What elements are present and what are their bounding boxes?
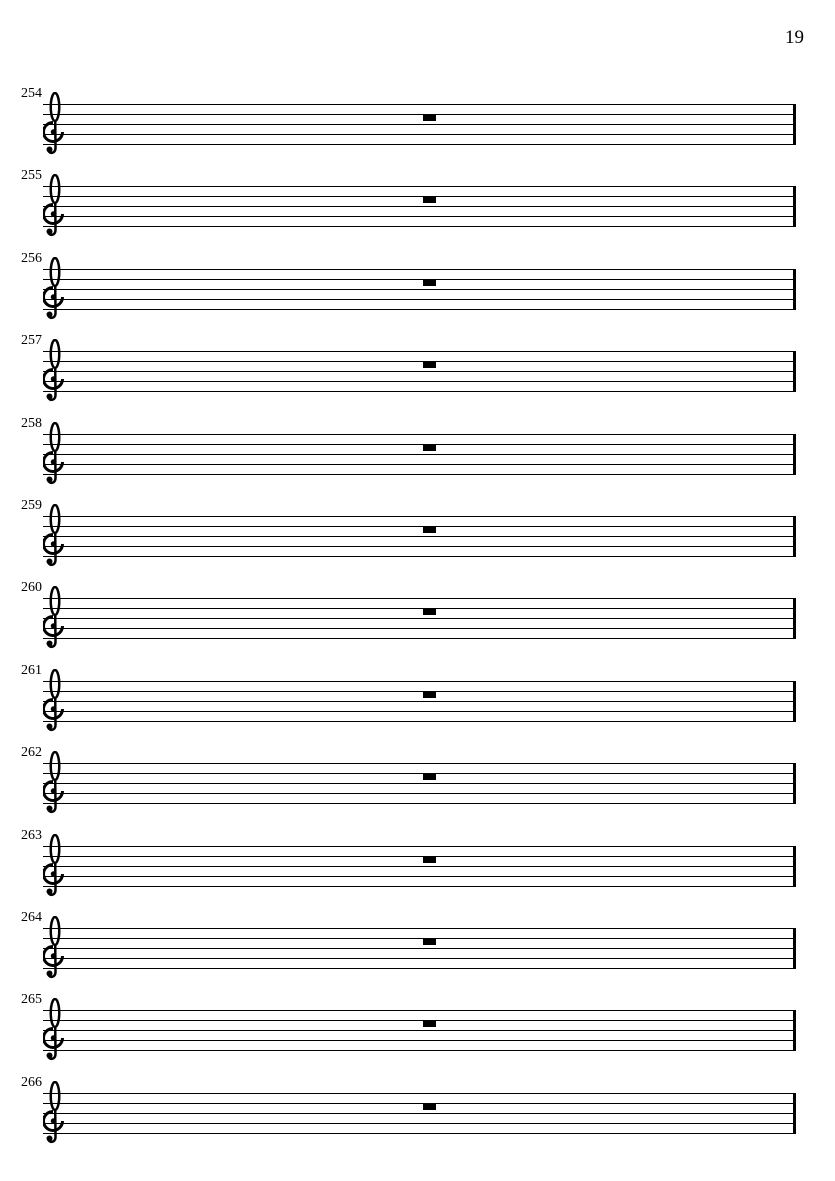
whole-rest-icon (423, 939, 436, 945)
treble-clef-icon (43, 998, 64, 1061)
treble-clef-icon (43, 1081, 64, 1144)
whole-rest-icon (423, 609, 436, 615)
measure-number: 259 (21, 498, 42, 513)
whole-rest-icon (423, 280, 436, 286)
measure-number: 258 (21, 416, 42, 431)
measure-number: 260 (21, 580, 42, 595)
staff-lines (43, 1010, 796, 1051)
measure-number: 265 (21, 992, 42, 1007)
whole-rest-icon (423, 115, 436, 121)
treble-clef-icon (43, 174, 64, 237)
whole-rest-icon (423, 445, 436, 451)
barline (793, 1010, 796, 1051)
staff-lines (43, 516, 796, 557)
barline (793, 434, 796, 475)
treble-clef-icon (43, 92, 64, 155)
barline (793, 763, 796, 804)
staff-lines (43, 598, 796, 639)
treble-clef-icon (43, 834, 64, 897)
treble-clef-icon (43, 916, 64, 979)
page-number: 19 (785, 27, 804, 48)
treble-clef-icon (43, 669, 64, 732)
whole-rest-icon (423, 527, 436, 533)
treble-clef-icon (43, 586, 64, 649)
whole-rest-icon (423, 774, 436, 780)
staff-lines (43, 763, 796, 804)
whole-rest-icon (423, 362, 436, 368)
measure-number: 262 (21, 745, 42, 760)
measure-number: 257 (21, 333, 42, 348)
barline (793, 1093, 796, 1134)
barline (793, 186, 796, 227)
staff-lines (43, 351, 796, 392)
whole-rest-icon (423, 857, 436, 863)
barline (793, 681, 796, 722)
measure-number: 266 (21, 1075, 42, 1090)
treble-clef-icon (43, 339, 64, 402)
whole-rest-icon (423, 1021, 436, 1027)
barline (793, 516, 796, 557)
staff-lines (43, 1093, 796, 1134)
staff-lines (43, 186, 796, 227)
treble-clef-icon (43, 257, 64, 320)
staff-lines (43, 928, 796, 969)
measure-number: 254 (21, 86, 42, 101)
measure-number: 264 (21, 910, 42, 925)
treble-clef-icon (43, 422, 64, 485)
staff-lines (43, 269, 796, 310)
barline (793, 351, 796, 392)
measure-number: 261 (21, 663, 42, 678)
measure-number: 255 (21, 168, 42, 183)
measure-number: 263 (21, 828, 42, 843)
staff-lines (43, 681, 796, 722)
whole-rest-icon (423, 197, 436, 203)
staff-lines (43, 104, 796, 145)
whole-rest-icon (423, 692, 436, 698)
staff-lines (43, 434, 796, 475)
barline (793, 104, 796, 145)
barline (793, 598, 796, 639)
barline (793, 269, 796, 310)
measure-number: 256 (21, 251, 42, 266)
staff-lines (43, 846, 796, 887)
barline (793, 928, 796, 969)
treble-clef-icon (43, 504, 64, 567)
treble-clef-icon (43, 751, 64, 814)
whole-rest-icon (423, 1104, 436, 1110)
barline (793, 846, 796, 887)
